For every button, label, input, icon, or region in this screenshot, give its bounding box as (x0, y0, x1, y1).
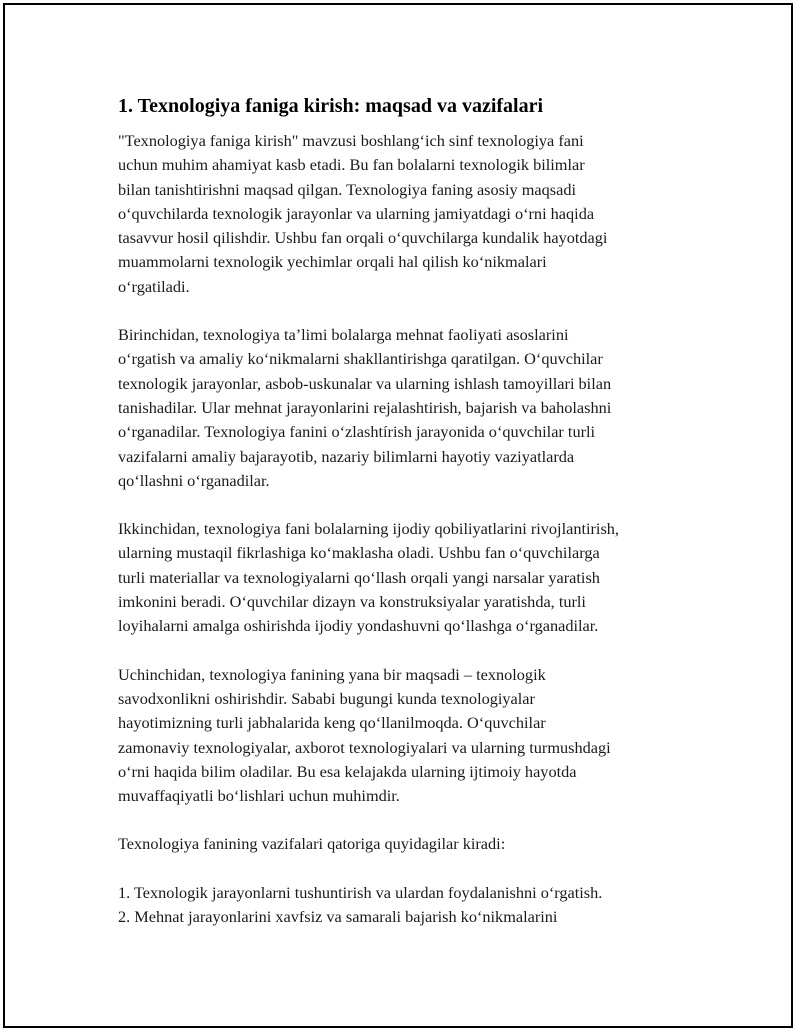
text-line: muammolarni texnologik yechimlar orqali hal qilish ko‘nikmalari (118, 252, 547, 272)
text-line: tanishadilar. Ular mehnat jarayonlarini rejalashtirish, bajarish va baholashni (118, 397, 612, 417)
text-line: imkonini beradi. O‘quvchilar dizayn va konstruksiyalar yaratishda, turli (118, 592, 586, 612)
text-line: muvaffaqiyatli bo‘lishlari uchun muhimdir. (118, 786, 400, 806)
text-line: zamonaviy texnologiyalar, axborot texnologiyalari va ularning turmushdagi (118, 737, 611, 757)
text-line: o‘rganadilar. Texnologiya fanini o‘zlashtírish jarayonida o‘quvchilar turli (118, 422, 596, 442)
text-line: savodxonlikni oshirishdir. Sababi bugungi kunda texnologiyalar (118, 688, 535, 708)
text-line: vazifalarni amaliy bajarayotib, nazariy bilimlarni hayotiy vaziyatlarda (118, 446, 575, 466)
text-line: "Texnologiya faniga kirish" mavzusi boshlang‘ich sinf texnologiya fani (118, 131, 584, 150)
paragraph-intro (118, 129, 718, 299)
text-line: qo‘llashni o‘rganadilar. (118, 470, 270, 490)
paragraph-second (118, 517, 718, 638)
document-body (118, 92, 718, 929)
paragraph-tasks-intro (118, 832, 718, 856)
list-item: 2. Mehnat jarayonlarini xavfsiz va samarali bajarish ko‘nikmalarini (118, 907, 558, 927)
text-line: loyihalarni amalga oshirishda ijodiy yondashuvni qo‘llashga o‘rganadilar. (118, 616, 599, 636)
text-line: Birinchidan, texnologiya ta’limi bolalarga mehnat faoliyati asoslarini (118, 325, 569, 345)
task-list (118, 881, 718, 930)
text-line: hayotimizning turli jabhalarida keng qo‘llanilmoqda. O‘quvchilar (118, 713, 546, 733)
text-line: bilan tanishtirishni maqsad qilgan. Texnologiya faning asosiy maqsadi (118, 179, 576, 199)
text-line: ularning mustaqil fikrlashiga ko‘maklasha oladi. Ushbu fan o‘quvchilarga (118, 543, 600, 563)
paragraph-first (118, 323, 718, 493)
text-line: o‘rgatiladi. (118, 276, 190, 296)
text-line: turli materiallar va texnologiyalarni qo‘llash orqali yangi narsalar yaratish (118, 567, 600, 587)
text-line: tasavvur hosil qilishdir. Ushbu fan orqali o‘quvchilarga kundalik hayotdagi (118, 228, 608, 248)
text-line: o‘quvchilarda texnologik jarayonlar va ularning jamiyatdagi o‘rni haqida (118, 203, 595, 223)
text-line: Ikkinchidan, texnologiya fani bolalarning ijodiy qobiliyatlarini rivojlantirish, (118, 519, 619, 539)
list-item: 1. Texnologik jarayonlarni tushuntirish va ulardan foydalanishni o‘rgatish. (118, 882, 603, 902)
text-line: o‘rgatish va amaliy ko‘nikmalarni shakllantirishga qaratilgan. O‘quvchilar (118, 349, 603, 369)
text-line: uchun muhim ahamiyat kasb etadi. Bu fan bolalarni texnologik bilimlar (118, 155, 585, 175)
text-line: Texnologiya fanining vazifalari qatoriga quyidagilar kiradi: (118, 834, 506, 854)
section-heading: 1. Texnologiya faniga kirish: maqsad va vazifalari (118, 95, 544, 117)
text-line: Uchinchidan, texnologiya fanining yana bir maqsadi – texnologik (118, 664, 546, 684)
text-line: o‘rni haqida bilim oladilar. Bu esa kelajakda ularning ijtimoiy hayotda (118, 761, 577, 781)
text-line: texnologik jarayonlar, asbob-uskunalar va ularning ishlash tamoyillari bilan (118, 373, 612, 393)
paragraph-third (118, 663, 718, 809)
